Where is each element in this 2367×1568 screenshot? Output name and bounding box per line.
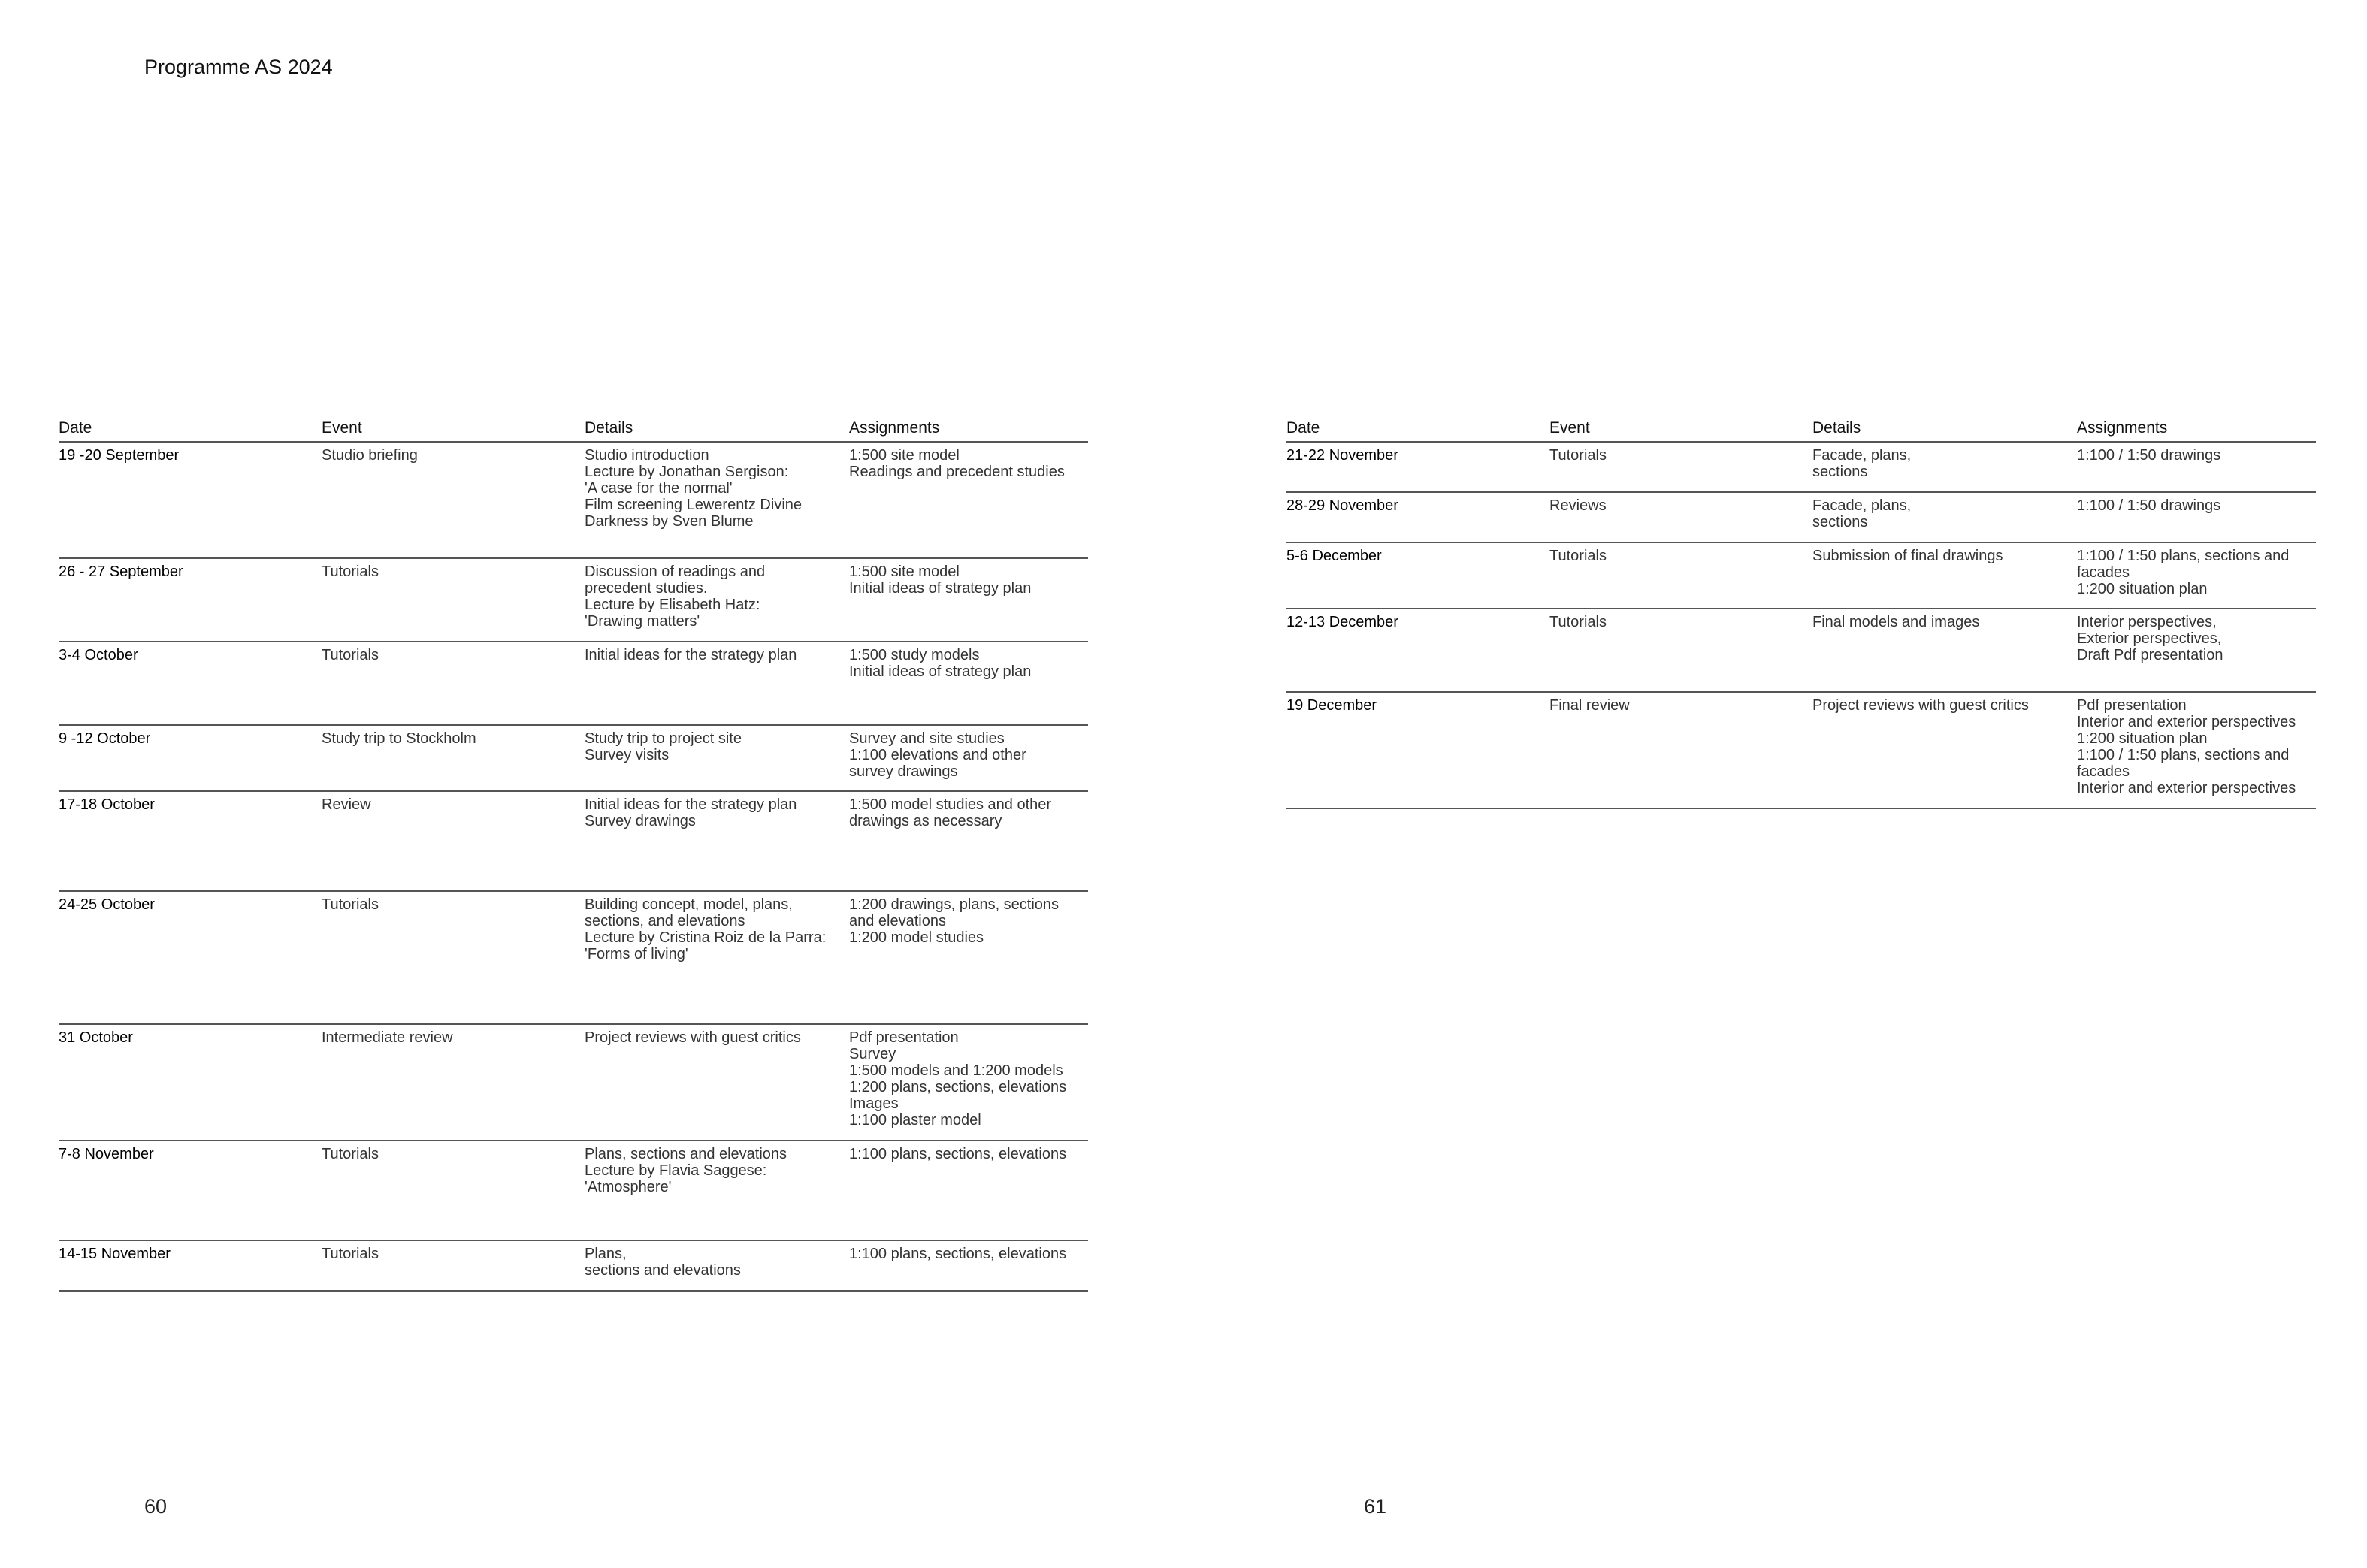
row-date: 3-4 October — [59, 647, 138, 663]
details-line: sections — [1812, 514, 1868, 530]
schedule-header — [1286, 415, 2316, 443]
row-assignments — [849, 1141, 1088, 1162]
row-date: 21-22 November — [1286, 447, 1398, 464]
row-details — [585, 1025, 849, 1046]
schedule-rows-left — [59, 443, 1088, 1292]
row-assignments — [849, 1025, 1088, 1128]
assignment-line: Survey and site studies — [849, 730, 1005, 747]
details-line: Building concept, model, plans, — [585, 896, 793, 913]
row-date: 14-15 November — [59, 1246, 171, 1262]
details-line: Project reviews with guest critics — [1812, 697, 2029, 714]
schedule-rows-right — [1286, 443, 2316, 809]
header-assignments: Assignments — [849, 419, 940, 437]
assignment-line: Survey — [849, 1046, 896, 1062]
details-line: Lecture by Elisabeth Hatz: — [585, 597, 760, 613]
assignment-line: 1:100 / 1:50 drawings — [2077, 497, 2221, 514]
row-assignments — [849, 892, 1088, 946]
row-event: Tutorials — [1549, 548, 1607, 564]
table-row — [59, 1141, 1088, 1241]
assignment-line: Interior perspectives, — [2077, 614, 2217, 630]
details-line: Survey drawings — [585, 813, 696, 829]
header-details: Details — [585, 419, 633, 437]
details-line: Plans, sections and elevations — [585, 1146, 787, 1162]
details-line: Lecture by Cristina Roiz de la Parra: — [585, 929, 827, 946]
row-assignments — [849, 559, 1088, 597]
details-line: Plans, — [585, 1246, 627, 1262]
assignment-line: Interior and exterior perspectives — [2077, 714, 2296, 730]
row-details — [585, 642, 849, 663]
assignment-line: Exterior perspectives, — [2077, 630, 2222, 647]
schedule-table-left — [59, 415, 1088, 1292]
assignment-line: 1:200 plans, sections, elevations — [849, 1079, 1067, 1095]
row-date: 19 -20 September — [59, 447, 180, 464]
details-line: 'Drawing matters' — [585, 613, 700, 630]
assignment-line: 1:500 models and 1:200 models — [849, 1062, 1063, 1079]
row-details — [1812, 493, 2077, 530]
details-line: 'A case for the normal' — [585, 480, 733, 497]
row-date: 17-18 October — [59, 796, 155, 813]
row-date: 5-6 December — [1286, 548, 1382, 564]
row-event: Tutorials — [322, 896, 379, 913]
assignment-line: Pdf presentation — [849, 1029, 959, 1046]
assignment-line: 1:100 plans, sections, elevations — [849, 1146, 1067, 1162]
table-row — [59, 642, 1088, 726]
details-line: Darkness by Sven Blume — [585, 513, 754, 530]
header-details: Details — [1812, 419, 1861, 437]
details-line: Submission of final drawings — [1812, 548, 2003, 564]
row-assignments — [2077, 443, 2316, 464]
schedule-table-right — [1286, 415, 2316, 809]
table-row — [59, 726, 1088, 792]
row-assignments — [2077, 493, 2316, 514]
row-assignments — [849, 1241, 1088, 1262]
table-row — [59, 1241, 1088, 1292]
row-event: Studio briefing — [322, 447, 418, 464]
details-line: 'Forms of living' — [585, 946, 688, 962]
row-date: 28-29 November — [1286, 497, 1398, 514]
table-row — [1286, 493, 2316, 543]
assignment-line: 1:200 drawings, plans, sections — [849, 896, 1060, 913]
table-row — [1286, 443, 2316, 493]
assignment-line: Pdf presentation — [2077, 697, 2187, 714]
row-assignments — [2077, 543, 2316, 597]
row-event: Study trip to Stockholm — [322, 730, 476, 747]
header-assignments: Assignments — [2077, 419, 2168, 437]
assignment-line: 1:200 model studies — [849, 929, 984, 946]
table-row — [59, 892, 1088, 1025]
row-assignments — [849, 726, 1088, 780]
row-details — [1812, 543, 2077, 564]
header-date: Date — [1286, 419, 1320, 437]
assignment-line: 1:100 / 1:50 plans, sections and — [2077, 747, 2290, 763]
row-details — [1812, 693, 2077, 714]
row-details — [585, 892, 849, 962]
details-line: Final models and images — [1812, 614, 1980, 630]
details-line: Discussion of readings and — [585, 563, 766, 580]
details-line: Initial ideas for the strategy plan — [585, 647, 797, 663]
row-details — [585, 559, 849, 630]
details-line: Survey visits — [585, 747, 670, 763]
assignment-line: 1:200 situation plan — [2077, 581, 2208, 597]
assignment-line: 1:100 plaster model — [849, 1112, 981, 1128]
assignment-line: Initial ideas of strategy plan — [849, 580, 1032, 597]
page-number: 61 — [1364, 1495, 1387, 1518]
assignment-line: Interior and exterior perspectives — [2077, 780, 2296, 796]
table-row — [59, 443, 1088, 559]
assignment-line: 1:100 / 1:50 drawings — [2077, 447, 2221, 464]
assignment-line: facades — [2077, 564, 2130, 581]
row-details — [585, 1241, 849, 1279]
document-title: Programme AS 2024 — [144, 56, 333, 78]
details-line: Study trip to project site — [585, 730, 742, 747]
assignment-line: 1:100 elevations and other — [849, 747, 1026, 763]
row-event: Reviews — [1549, 497, 1607, 514]
header-event: Event — [322, 419, 362, 437]
details-line: Facade, plans, — [1812, 447, 1912, 464]
table-row — [1286, 543, 2316, 609]
details-line: precedent studies. — [585, 580, 708, 597]
assignment-line: survey drawings — [849, 763, 958, 780]
row-details — [585, 726, 849, 763]
row-assignments — [849, 792, 1088, 829]
details-line: Project reviews with guest critics — [585, 1029, 801, 1046]
row-date: 31 October — [59, 1029, 133, 1046]
details-line: Initial ideas for the strategy plan — [585, 796, 797, 813]
row-assignments — [849, 642, 1088, 680]
table-row — [59, 559, 1088, 642]
right-page — [1184, 0, 2367, 1568]
row-details — [1812, 443, 2077, 480]
row-event: Final review — [1549, 697, 1630, 714]
details-line: sections, and elevations — [585, 913, 745, 929]
row-assignments — [2077, 693, 2316, 796]
assignment-line: and elevations — [849, 913, 946, 929]
assignment-line: 1:500 model studies and other — [849, 796, 1052, 813]
assignment-line: Images — [849, 1095, 899, 1112]
assignment-line: 1:500 site model — [849, 563, 960, 580]
details-line: Studio introduction — [585, 447, 709, 464]
row-details — [585, 792, 849, 829]
row-details — [1812, 609, 2077, 630]
table-row — [1286, 609, 2316, 693]
row-event: Tutorials — [1549, 614, 1607, 630]
assignment-line: facades — [2077, 763, 2130, 780]
schedule-header — [59, 415, 1088, 443]
details-line: sections and elevations — [585, 1262, 741, 1279]
header-event: Event — [1549, 419, 1590, 437]
details-line: Lecture by Flavia Saggese: — [585, 1162, 767, 1179]
assignment-line: drawings as necessary — [849, 813, 1002, 829]
assignment-line: Draft Pdf presentation — [2077, 647, 2223, 663]
row-details — [585, 443, 849, 530]
row-assignments — [849, 443, 1088, 480]
assignment-line: 1:500 site model — [849, 447, 960, 464]
row-assignments — [2077, 609, 2316, 663]
row-event: Tutorials — [322, 1246, 379, 1262]
row-date: 24-25 October — [59, 896, 155, 913]
row-date: 9 -12 October — [59, 730, 151, 747]
page-number: 60 — [144, 1495, 168, 1518]
row-event: Tutorials — [322, 647, 379, 663]
details-line: sections — [1812, 464, 1868, 480]
row-date: 12-13 December — [1286, 614, 1398, 630]
table-row — [1286, 693, 2316, 809]
row-date: 26 - 27 September — [59, 563, 183, 580]
details-line: Film screening Lewerentz Divine — [585, 497, 803, 513]
row-event: Tutorials — [322, 1146, 379, 1162]
table-row — [59, 792, 1088, 892]
assignment-line: Readings and precedent studies — [849, 464, 1065, 480]
assignment-line: 1:100 / 1:50 plans, sections and — [2077, 548, 2290, 564]
assignment-line: 1:200 situation plan — [2077, 730, 2208, 747]
details-line: Facade, plans, — [1812, 497, 1912, 514]
assignment-line: 1:100 plans, sections, elevations — [849, 1246, 1067, 1262]
details-line: Lecture by Jonathan Sergison: — [585, 464, 789, 480]
header-date: Date — [59, 419, 92, 437]
table-row — [59, 1025, 1088, 1141]
details-line: 'Atmosphere' — [585, 1179, 672, 1195]
row-date: 19 December — [1286, 697, 1377, 714]
row-event: Tutorials — [322, 563, 379, 580]
row-event: Tutorials — [1549, 447, 1607, 464]
row-date: 7-8 November — [59, 1146, 154, 1162]
assignment-line: 1:500 study models — [849, 647, 980, 663]
row-event: Review — [322, 796, 371, 813]
row-event: Intermediate review — [322, 1029, 453, 1046]
row-details — [585, 1141, 849, 1195]
assignment-line: Initial ideas of strategy plan — [849, 663, 1032, 680]
